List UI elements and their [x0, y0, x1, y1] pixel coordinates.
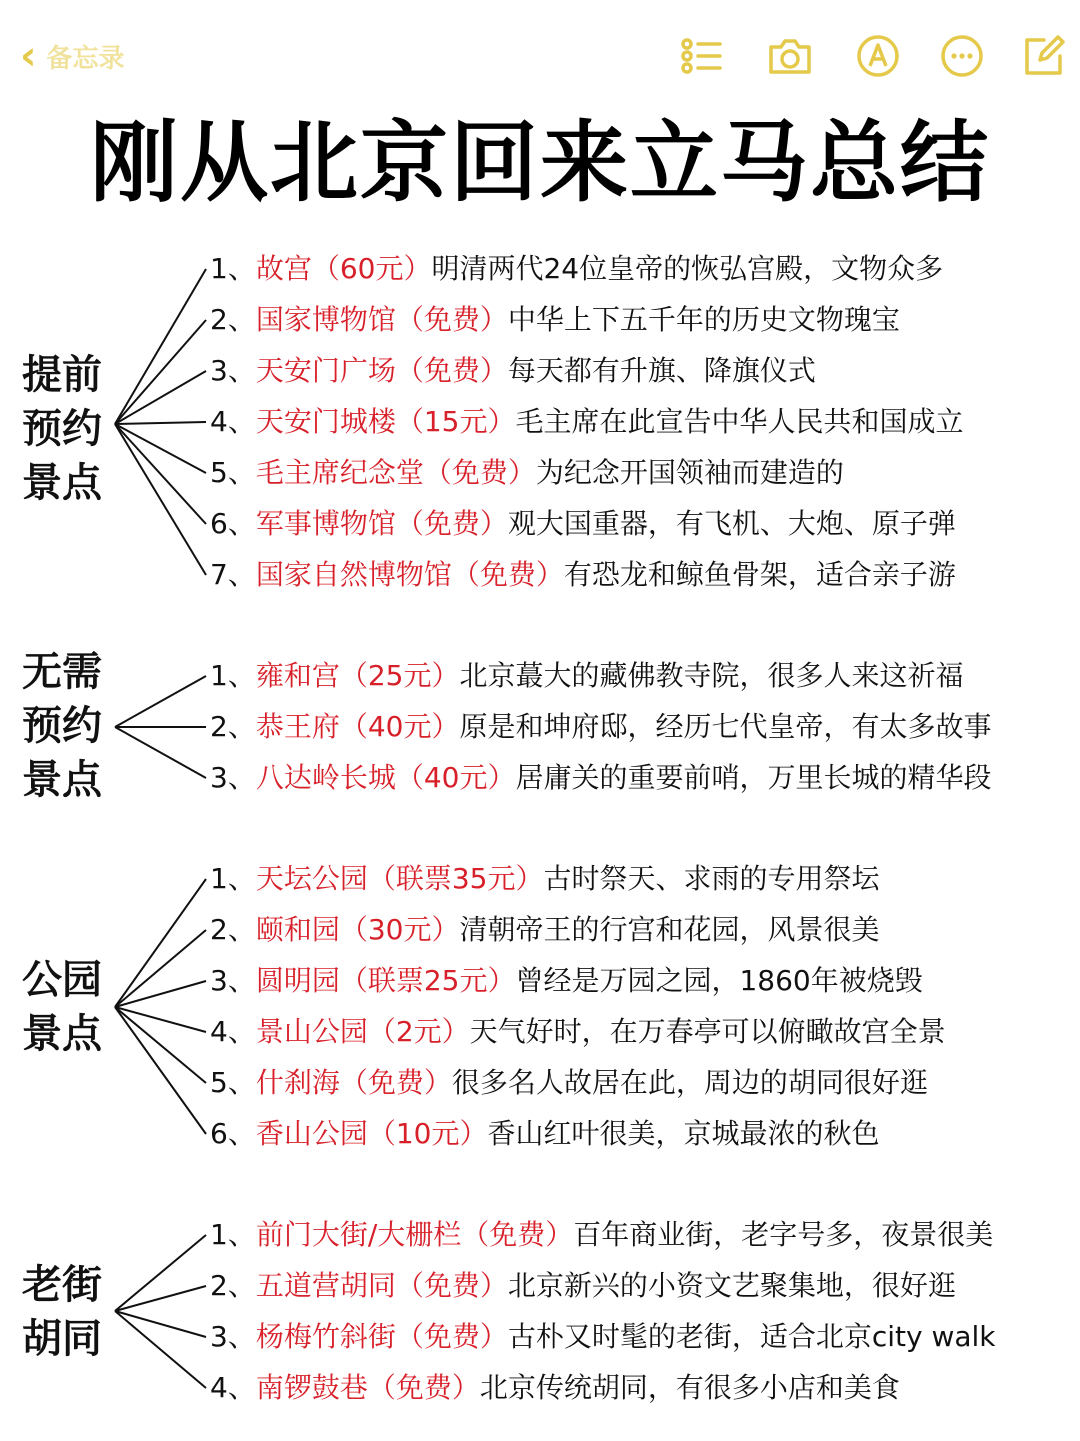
- item-number: 3、: [210, 761, 256, 794]
- item-name: 天安门广场（免费）: [255, 354, 508, 387]
- item-desc: 居庸关的重要前哨，万里长城的精华段: [515, 761, 992, 794]
- category-line: 预约: [22, 703, 102, 749]
- item-name: 国家博物馆（免费）: [255, 303, 508, 336]
- category-line: 提前: [22, 352, 102, 398]
- connector-line: [115, 269, 206, 424]
- item-name: 圆明园（联票25元）: [255, 964, 516, 997]
- list-item: [210, 758, 991, 798]
- list-item: [210, 1368, 900, 1408]
- list-item: [210, 1114, 879, 1154]
- connector-line: [115, 879, 206, 1007]
- item-number: 6、: [210, 507, 256, 540]
- connector-line: [115, 371, 206, 424]
- list-item: [210, 859, 879, 899]
- item-desc: 北京传统胡同，有很多小店和美食: [479, 1371, 900, 1404]
- item-number: 7、: [210, 558, 256, 591]
- item-desc: 天气好时，在万春亭可以俯瞰故宫全景: [469, 1015, 946, 1048]
- category-label-hutongs: [22, 1258, 122, 1366]
- list-item: [210, 1012, 946, 1052]
- list-item: [210, 453, 844, 493]
- list-item: [210, 300, 900, 340]
- item-desc: 古朴又时髦的老街，适合北京city walk: [507, 1320, 996, 1353]
- item-name: 天安门城楼（15元）: [255, 405, 516, 438]
- list-item: [210, 707, 991, 747]
- item-number: 1、: [210, 862, 256, 895]
- item-desc: 百年商业街，老字号多，夜景很美: [573, 1218, 994, 1251]
- chevron-left-icon: ‹: [20, 33, 37, 79]
- page-title: 刚从北京回来立马总结: [89, 111, 990, 214]
- list-item: [210, 402, 963, 442]
- list-item: [210, 555, 956, 595]
- item-desc: 原是和坤府邸，经历七代皇帝，有太多故事: [459, 710, 992, 743]
- connector-line: [115, 676, 206, 727]
- connector-line: [115, 422, 206, 424]
- item-desc: 中华上下五千年的历史文物瑰宝: [507, 303, 900, 336]
- item-name: 颐和园（30元）: [255, 913, 460, 946]
- item-name: 景山公园（2元）: [255, 1015, 470, 1048]
- list-item: [210, 1266, 956, 1306]
- item-number: 3、: [210, 354, 256, 387]
- item-number: 4、: [210, 1371, 256, 1404]
- list-item: [210, 249, 943, 289]
- list-item: [210, 961, 923, 1001]
- category-line: 公园: [22, 957, 102, 1003]
- item-name: 恭王府（40元）: [255, 710, 460, 743]
- item-number: 1、: [210, 1218, 256, 1251]
- connector-line: [115, 320, 206, 424]
- item-name: 国家自然博物馆（免费）: [255, 558, 564, 591]
- connector-line: [115, 424, 206, 575]
- item-name: 故宫（60元）: [255, 252, 432, 285]
- connector-line: [115, 1311, 206, 1337]
- item-number: 3、: [210, 964, 256, 997]
- item-desc: 观大国重器，有飞机、大炮、原子弹: [507, 507, 956, 540]
- list-item: [210, 1215, 993, 1255]
- category-line: 景点: [22, 757, 102, 803]
- item-desc: 很多名人故居在此，周边的胡同很好逛: [451, 1066, 928, 1099]
- item-name: 毛主席纪念堂（免费）: [255, 456, 536, 489]
- item-number: 5、: [210, 456, 256, 489]
- item-desc: 古时祭天、求雨的专用祭坛: [543, 862, 880, 895]
- item-desc: 每天都有升旗、降旗仪式: [507, 354, 816, 387]
- item-name: 天坛公园（联票35元）: [255, 862, 544, 895]
- item-number: 6、: [210, 1117, 256, 1150]
- item-number: 4、: [210, 405, 256, 438]
- category-label-reservation: [22, 348, 122, 510]
- connector-line: [115, 424, 206, 524]
- list-item: [210, 1063, 928, 1103]
- list-item: [210, 910, 879, 950]
- item-name: 南锣鼓巷（免费）: [255, 1371, 480, 1404]
- item-name: 五道营胡同（免费）: [255, 1269, 508, 1302]
- connector-line: [115, 1235, 206, 1311]
- item-desc: 为纪念开国领袖而建造的: [535, 456, 844, 489]
- list-item: [210, 1317, 996, 1357]
- item-desc: 有恐龙和鲸鱼骨架，适合亲子游: [563, 558, 956, 591]
- item-number: 2、: [210, 1269, 256, 1302]
- category-line: 景点: [22, 460, 102, 506]
- item-desc: 清朝帝王的行宫和花园，风景很美: [459, 913, 880, 946]
- list-item: [210, 656, 963, 696]
- connector-line: [115, 981, 206, 1007]
- connector-line: [115, 727, 206, 778]
- item-desc: 明清两代24位皇帝的恢弘宫殿，文物众多: [431, 252, 944, 285]
- list-item: [210, 504, 956, 544]
- item-number: 1、: [210, 659, 256, 692]
- item-name: 香山公园（10元）: [255, 1117, 488, 1150]
- item-desc: 北京新兴的小资文艺聚集地，很好逛: [507, 1269, 956, 1302]
- item-name: 军事博物馆（免费）: [255, 507, 508, 540]
- item-number: 2、: [210, 710, 256, 743]
- list-item: [210, 351, 816, 391]
- item-number: 2、: [210, 913, 256, 946]
- category-label-no-reservation: [22, 645, 122, 807]
- item-name: 前门大街/大栅栏（免费）: [255, 1218, 574, 1251]
- category-line: 景点: [22, 1011, 102, 1057]
- item-number: 2、: [210, 303, 256, 336]
- category-line: 胡同: [22, 1316, 102, 1362]
- category-line: 无需: [22, 649, 102, 695]
- connector-line: [115, 1311, 206, 1388]
- item-desc: 毛主席在此宣告中华人民共和国成立: [515, 405, 964, 438]
- item-number: 5、: [210, 1066, 256, 1099]
- back-label: 备忘录: [46, 43, 125, 74]
- item-desc: 北京蕞大的藏佛教寺院，很多人来这祈福: [459, 659, 964, 692]
- item-name: 八达岭长城（40元）: [255, 761, 516, 794]
- item-name: 什刹海（免费）: [255, 1066, 452, 1099]
- category-line: 老街: [22, 1262, 102, 1308]
- item-name: 雍和宫（25元）: [255, 659, 460, 692]
- item-number: 4、: [210, 1015, 256, 1048]
- item-desc: 曾经是万园之园，1860年被烧毁: [515, 964, 923, 997]
- category-line: 预约: [22, 406, 102, 452]
- category-label-parks: [22, 953, 122, 1061]
- item-number: 3、: [210, 1320, 256, 1353]
- item-name: 杨梅竹斜街（免费）: [255, 1320, 508, 1353]
- item-desc: 香山红叶很美，京城最浓的秋色: [487, 1117, 880, 1150]
- item-number: 1、: [210, 252, 256, 285]
